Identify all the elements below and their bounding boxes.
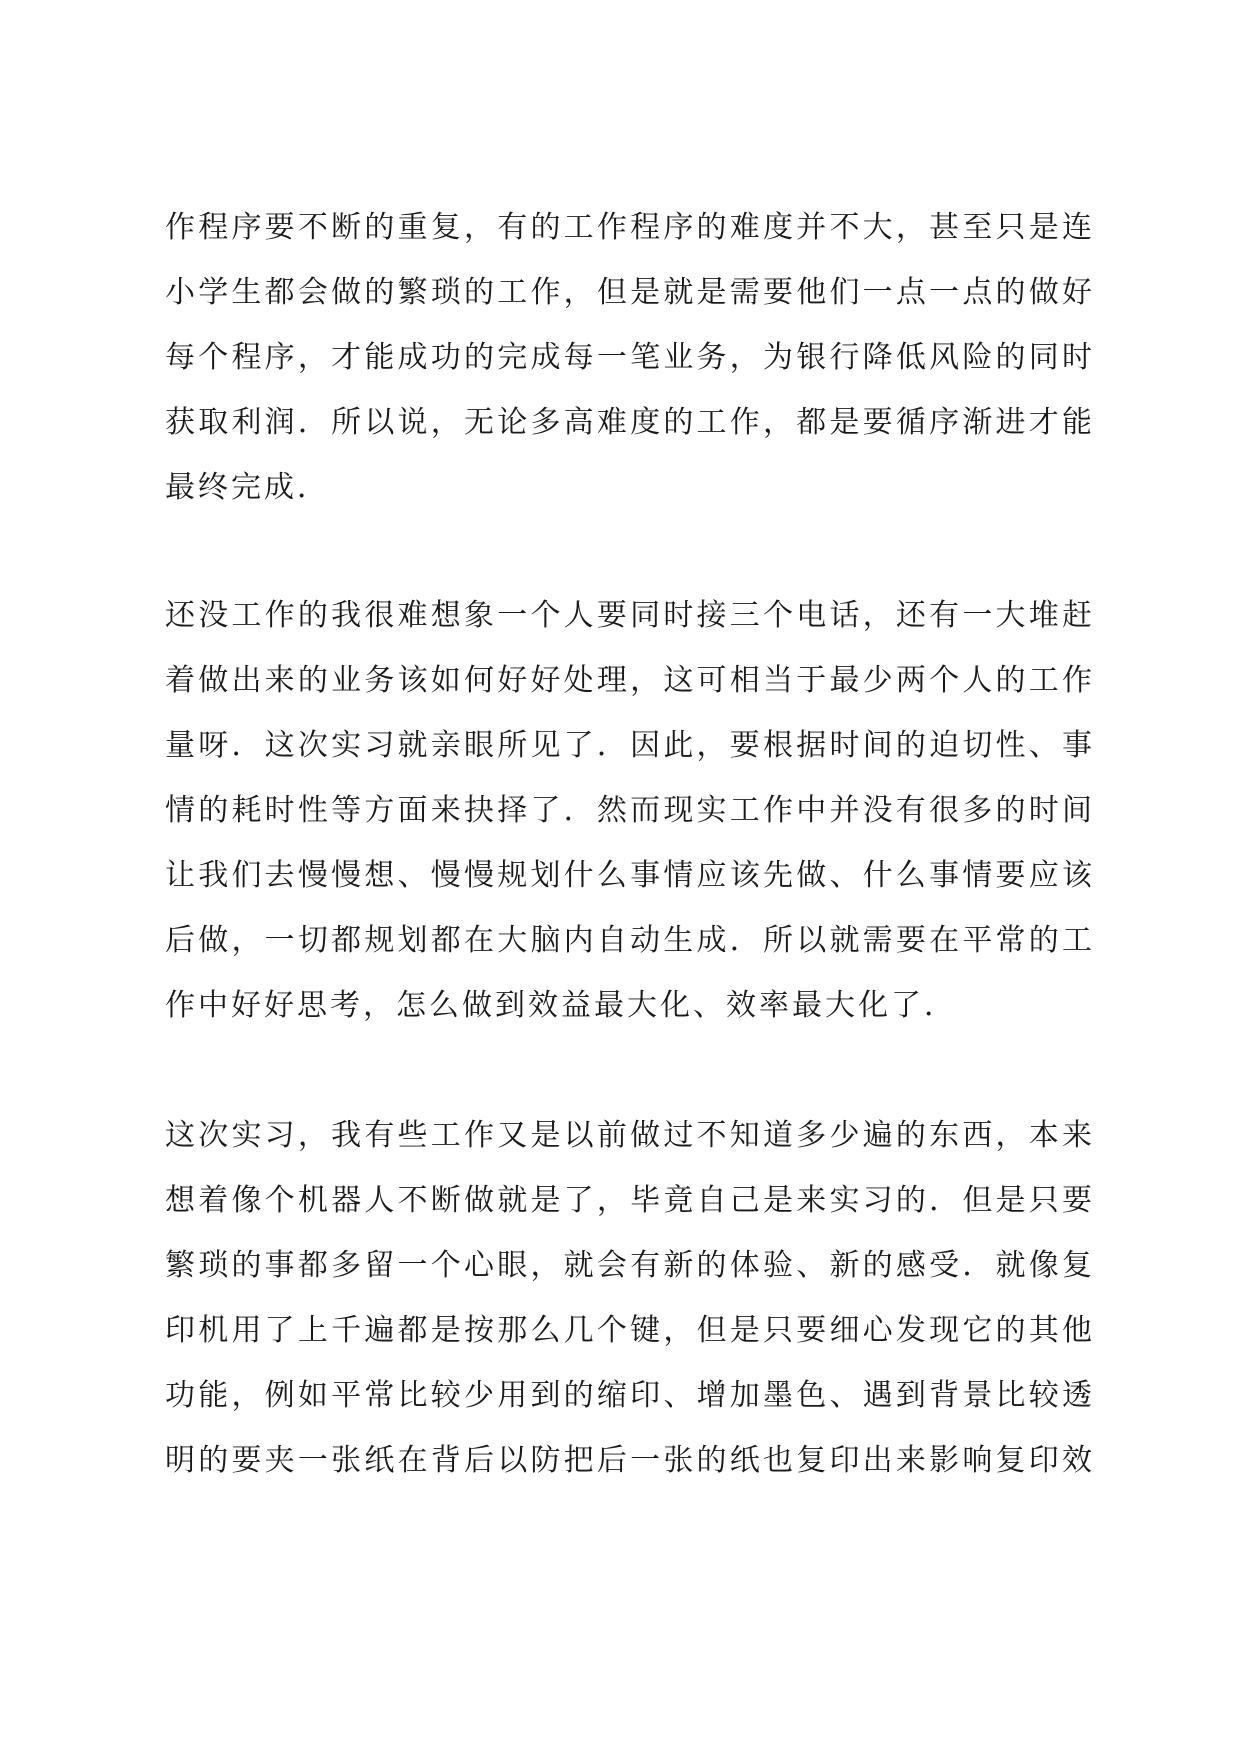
- paragraph-line: 着做出来的业务该如何好好处理，这可相当于最少两个人的工作: [165, 663, 1095, 698]
- paragraph-line: 情的耗时性等方面来抉择了．然而现实工作中并没有很多的时间: [165, 793, 1095, 828]
- paragraph-line: 这次实习，我有些工作又是以前做过不知道多少遍的东西，本来: [165, 1118, 1095, 1153]
- paragraph-line: 后做，一切都规划都在大脑内自动生成．所以就需要在平常的工: [165, 923, 1095, 958]
- paragraph-line: 每个程序，才能成功的完成每一笔业务，为银行降低风险的同时: [165, 340, 1095, 375]
- paragraph-line: 获取利润．所以说，无论多高难度的工作，都是要循序渐进才能: [165, 405, 1095, 440]
- paragraph-line: 作中好好思考，怎么做到效益最大化、效率最大化了．: [165, 988, 957, 1023]
- paragraph-line: 最终完成．: [165, 470, 330, 505]
- paragraph-line: 想着像个机器人不断做就是了，毕竟自己是来实习的．但是只要: [165, 1183, 1095, 1218]
- paragraph-1: [165, 195, 1095, 520]
- paragraph-line: 印机用了上千遍都是按那么几个键，但是只要细心发现它的其他: [165, 1313, 1095, 1348]
- paragraph-line: 繁琐的事都多留一个心眼，就会有新的体验、新的感受．就像复: [165, 1248, 1095, 1283]
- paragraph-3: [165, 1103, 1095, 1493]
- paragraph-line: 小学生都会做的繁琐的工作，但是就是需要他们一点一点的做好: [165, 275, 1095, 310]
- paragraph-line: 还没工作的我很难想象一个人要同时接三个电话，还有一大堆赶: [165, 598, 1095, 633]
- paragraph-2: [165, 583, 1095, 1038]
- paragraph-line: 让我们去慢慢想、慢慢规划什么事情应该先做、什么事情要应该: [165, 858, 1095, 893]
- paragraph-line: 量呀．这次实习就亲眼所见了．因此，要根据时间的迫切性、事: [165, 728, 1095, 763]
- paragraph-line: 明的要夹一张纸在背后以防把后一张的纸也复印出来影响复印效: [165, 1443, 1095, 1478]
- paragraph-line: 作程序要不断的重复，有的工作程序的难度并不大，甚至只是连: [165, 210, 1095, 245]
- paragraph-line: 功能，例如平常比较少用到的缩印、增加墨色、遇到背景比较透: [165, 1378, 1095, 1413]
